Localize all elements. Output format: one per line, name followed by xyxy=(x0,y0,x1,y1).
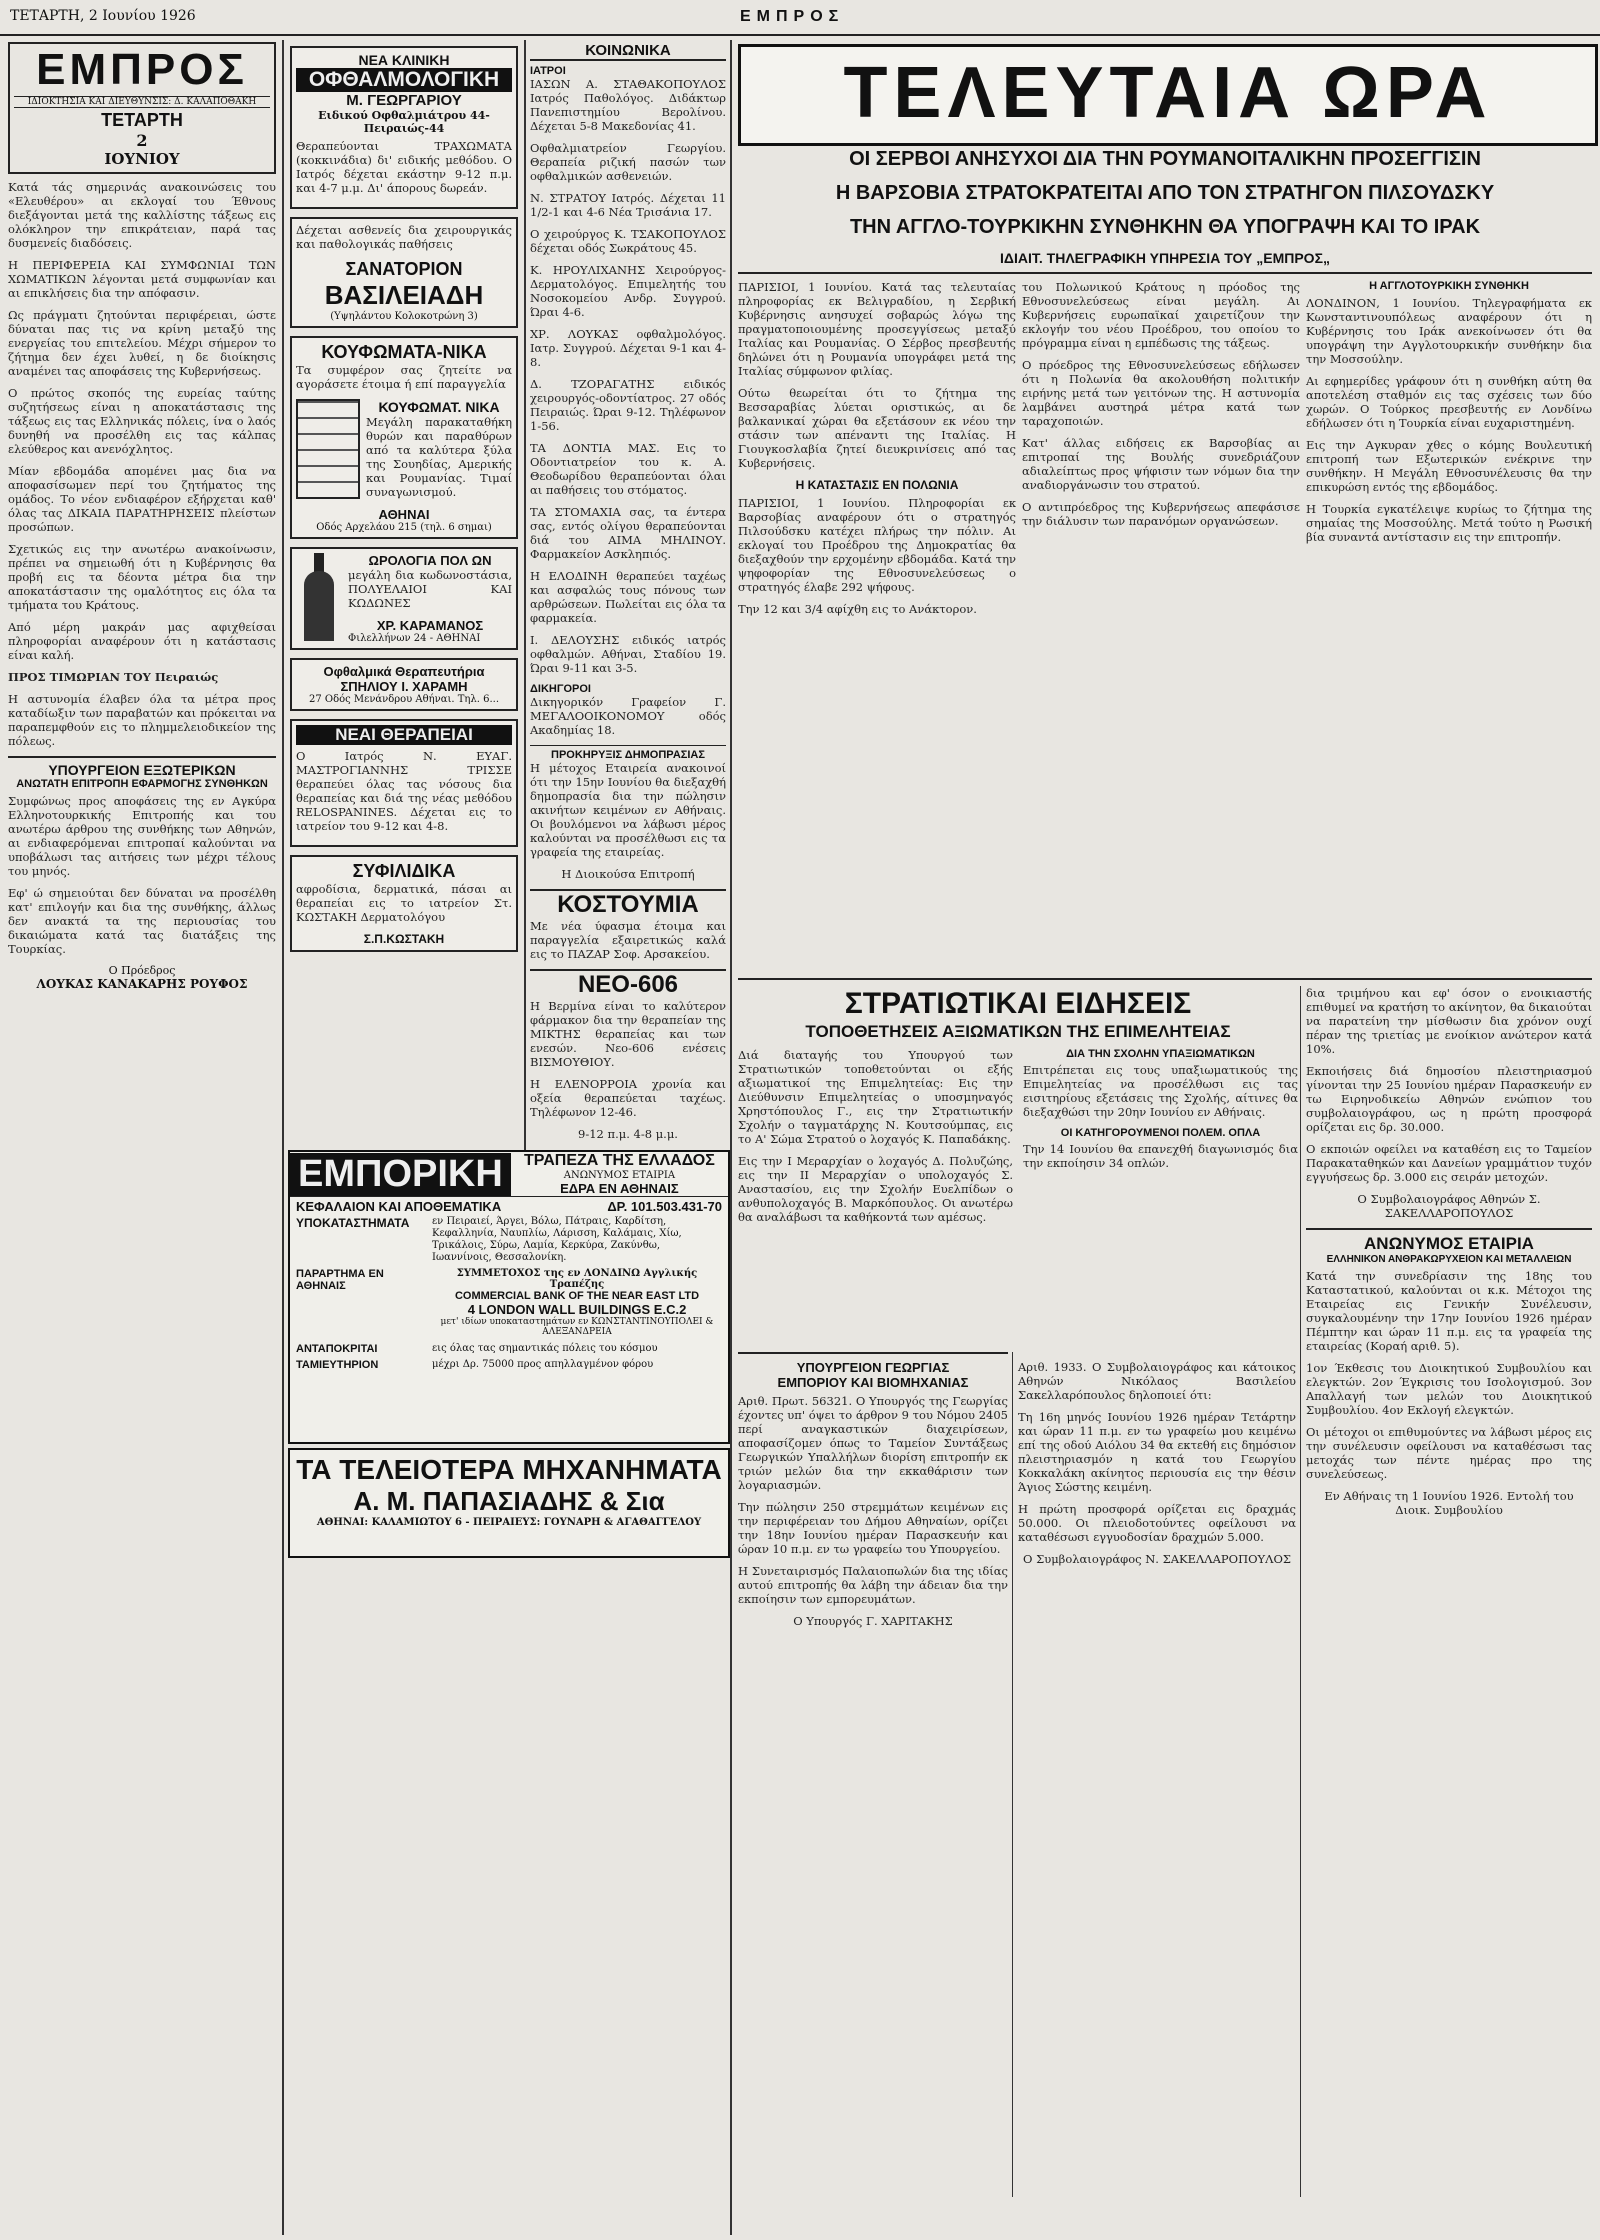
header-paper-name: ΕΜΠΡΟΣ xyxy=(740,8,845,25)
section-rule xyxy=(738,1352,1008,1354)
telegraph-service: ΙΔΙΑΙΤ. ΤΗΛΕΓΡΑΦΙΚΗ ΥΠΗΡΕΣΙΑ ΤΟΥ „ΕΜΠΡΟΣ„ xyxy=(1000,250,1330,266)
bank-ad-london-address: 4 LONDON WALL BUILDINGS E.C.2 xyxy=(467,1302,687,1317)
column-divider xyxy=(282,40,284,2235)
bank-ad-savings-text: μέχρι Δρ. 75000 προς απηλλαγμένον φόρου xyxy=(432,1359,654,1370)
company-notice-subtitle: ΕΛΛΗΝΙΚΟΝ ΑΝΘΡΑΚΩΡΥΧΕΙΟΝ ΚΑΙ ΜΕΤΑΛΛΕΙΩΝ xyxy=(1326,1254,1572,1265)
office-hours: 9-12 π.μ. 4-8 μ.μ. xyxy=(578,1127,678,1141)
bank-ad-correspondents: ΑΝΤΑΠΟΚΡΙΤΑΙ xyxy=(296,1343,378,1355)
bank-ad-seat: ΕΔΡΑ ΕΝ ΑΘΗΝΑΙΣ xyxy=(560,1181,679,1196)
military-news-title: ΣΤΡΑΤΙΩΤΙΚΑΙ ΕΙΔΗΣΕΙΣ xyxy=(844,987,1192,1020)
sanatorium-ad-intro: Δέχεται ασθενείς δια χειρουργικάς και παθολογικάς παθήσεις xyxy=(296,223,512,251)
bank-ad-fullname: ΤΡΑΠΕΖΑ ΤΗΣ ΕΛΛΑΔΟΣ xyxy=(523,1152,715,1169)
sanatorium-ad-title: ΣΑΝΑΤΟΡΙΟΝ xyxy=(345,259,463,279)
therapy-ad-text: Ο Ιατρός Ν. ΕΥΑΓ. ΜΑΣΤΡΟΓΙΑΝΝΗΣ ΤΡΙΣΣΕ θεραπεύει όλας τας νόσους δια θεραπείας και διά της νέας μεθόδου RELOSPANINES. Δέχεται εις το ιατρείον του 9-12 και 4-8. xyxy=(296,749,512,833)
article-paragraph: Από μέρη μακράν μας αφιχθείσαι πληροφορίαι αναφέρουν ότι η κατάστασις είναι καλή. xyxy=(8,620,276,662)
article-paragraph: Σχετικώς εις την ανωτέρω ανακοίνωσιν, πρέπει να σημειωθή ότι η Κυβέρνησις θα προβή εις τα δέοντα μέτρα δια την αποκατάστασιν της ομαλότητος εις όλα τα τμήματα του Κράτους. xyxy=(8,542,276,612)
bank-ad-capital: ΔΡ. 101.503.431-70 xyxy=(607,1199,722,1214)
column-3 xyxy=(530,42,726,1141)
window-frames-ad-address: Οδός Αρχελάου 215 (τηλ. 6 σημαι) xyxy=(316,522,492,533)
article-paragraph: Η αστυνομία έλαβεν όλα τα μέτρα προς καταδίωξιν των παραβατών και πρόκειται να παραπεμφθούν εις το πλημμελειοδικείον της πόλεως. xyxy=(8,692,276,748)
therapy-ad-title: ΝΕΑΙ ΘΕΡΑΠΕΙΑΙ xyxy=(296,725,512,745)
notice-paragraph: Δικηγορικόν Γραφείον Γ. ΜΕΓΑΛΟΟΙΚΟΝΟΜΟΥ οδός Ακαδημίας 18. xyxy=(530,695,726,737)
masthead-month: ΙΟΥΝΙΟΥ xyxy=(104,150,180,168)
column-1 xyxy=(8,42,276,2232)
section-rule xyxy=(738,978,1592,980)
notice-paragraph: Αριθ. 1933. Ο Συμβολαιογράφος και κάτοικος Αθηνών Νικόλαος Βασιλείου Σακελλαρόπουλος δηλοποιεί ότι: xyxy=(1018,1360,1296,1402)
window-frames-ad-title: ΚΟΥΦΩΜΑΤΑ-ΝΙΚΑ xyxy=(321,342,487,362)
neo606-ad-text: Η Βερμίνα είναι το καλύτερον φάρμακον δια την θεραπείαν της ΜΙΚΤΗΣ θεραπείας και των ενεσών. Νεο-606 ενέσεις ΒΙΣΜΟΥΘΙΟΥ. xyxy=(530,999,726,1069)
eye-clinic-ad-address: 27 Οδός Μενάνδρου Αθήναι. Τηλ. 6... xyxy=(308,694,500,705)
news-paragraph: ΠΑΡΙΣΙΟΙ, 1 Ιουνίου. Κατά τας τελευταίας πληροφορίας εκ Βελιγραδίου, η Σερβική Κυβέρνησις ανησυχεί σοβαρώς λόγω της πραγματοποιουμένης προσεγγίσεως μεταξύ Ιταλίας και Ρουμανίας. Ο Σέρβος πρεσβευτής δηλώνει ότι η Ρουμανία υπογράφει μετά της Ιταλίας σύμφωνον φιλίας. xyxy=(738,280,1016,378)
notice-paragraph: ΧΡ. ΛΟΥΚΑΣ οφθαλμολόγος. Ιατρ. Συγγρού. Δέχεται 9-1 και 4-8. xyxy=(530,327,726,369)
notice-signer-names: ΛΟΥΚΑΣ ΚΑΝΑΚΑΡΗΣ ΡΟΥΦΟΣ xyxy=(36,977,248,991)
eye-clinic-ad xyxy=(290,658,518,711)
auction-heading: ΠΡΟΚΗΡΥΞΙΣ ΔΗΜΟΠΡΑΣΙΑΣ xyxy=(530,745,726,761)
notice-paragraph: Κ. ΗΡΟΥΛΙΧΑΝΗΣ Χειρούργος-Δερματολόγος. Επιμελητής του Νοσοκομείου Ανδρ. Συγγρού. Ώραι 4-6. xyxy=(530,263,726,319)
ministry-subtitle: ΑΝΩΤΑΤΗ ΕΠΙΤΡΟΠΗ ΕΦΑΡΜΟΓΗΣ ΣΥΝΘΗΚΩΝ xyxy=(16,778,268,790)
masthead-title: ΕΜΠΡΟΣ xyxy=(36,45,248,94)
article-paragraph: Ως πράγματι ζητούνται περιφέρειαι, ώστε δύναται πας τις να κρίνη μεταξύ της ενεργείας του επιτελείου. Μέχρι σήμερον το ζήτημα δεν έχει λυθεί, η δε διοίκησις αναμένει τας αποφάσεις της Κυβερνήσεως. xyxy=(8,308,276,378)
notice-paragraph: Οφθαλμιατρείον Γεωργίου. Θεραπεία ριζική πασών των οφθαλμικών ασθενειών. xyxy=(530,141,726,183)
notice-paragraph: δια τριμήνου και εφ' όσον ο ενοικιαστής επιθυμεί να κρατήση το ακίνητον, θα δικαιούται να παρατείνη την μίσθωσιν δια χρόνον ουχί πέραν της τριετίας με ενοίκιον ανώτερον κατά 10%. xyxy=(1306,986,1592,1056)
window-icon xyxy=(296,399,360,499)
article-paragraph: Η ΠΕΡΙΦΕΡΕΙΑ ΚΑΙ ΣΥΜΦΩΝΙΑΙ ΤΩΝ ΧΩΜΑΤΙΚΩΝ λέγονται μετά συμφωνίαν και αι επικλήσεις δια την απόφασιν. xyxy=(8,258,276,300)
sanatorium-ad-address: (Υψηλάντου Κολοκοτρώνη 3) xyxy=(330,311,478,322)
news-paragraph: Την 14 Ιουνίου θα επανεχθή διαγωνισμός δια την εκποίησιν 34 οπλών. xyxy=(1023,1142,1298,1170)
bank-ad-capital-label: ΚΕΦΑΛΑΙΟΝ ΚΑΙ ΑΠΟΘΕΜΑΤΙΚΑ xyxy=(296,1199,502,1214)
clinic-ad xyxy=(290,46,518,209)
news-paragraph: Ο αντιπρόεδρος της Κυβερνήσεως απεφάσισε την διάλυσιν των παρανόμων οργανώσεων. xyxy=(1022,500,1300,528)
bank-ad-type: ΑΝΩΝΥΜΟΣ ΕΤΑΙΡΙΑ xyxy=(563,1170,676,1181)
news-subhead: ΔΙΑ ΤΗΝ ΣΧΟΛΗΝ ΥΠΑΞΙΩΜΑΤΙΚΩΝ xyxy=(1066,1048,1255,1060)
notice-paragraph: Δ. ΤΖΟΡΑΓΑΤΗΣ ειδικός χειρουργός-οδοντίατρος. 27 οδός Πειραιώς. Ώραι 9-12. Τηλέφωνον 1-56. xyxy=(530,377,726,433)
news-subhead: Η ΚΑΤΑΣΤΑΣΙΣ ΕΝ ΠΟΛΩΝΙΑ xyxy=(795,478,959,492)
news-paragraph: Ο πρόεδρος της Εθνοσυνελεύσεως εδήλωσεν ότι η Πολωνία θα ακολουθήση πολιτικήν ειρήνης μετά των γειτόνων της. Η αστυνομία λαμβάνει αυστηρά μέτρα κατά των ταραχοποιών. xyxy=(1022,358,1300,428)
column-divider xyxy=(1012,1352,1013,2197)
notice-agenda: 1ον Έκθεσις του Διοικητικού Συμβουλίου και ελεγκτών. 2ον Έγκρισις του Ισολογισμού. 3ον Απαλλαγή των μελών του Διοικητικού Συμβουλίου. 4ον Εκλογή ελεγκτών. xyxy=(1306,1361,1592,1417)
news-paragraph: Εις την Αγκυραν χθες ο κόμης Βουλευτική επιτροπή των Εξωτερικών ενέκρινε την συνθήκην. Η Μεγάλη Εθνοσυνέλευσις θα την επικυρώση εντός της εβδομάδος. xyxy=(1306,438,1592,494)
article-paragraph: Ο πρώτος σκοπός της ευρείας ταύτης συζητήσεως είναι η αποκατάστασις της τάξεως εις τας Ελληνικάς πόλεις, ίνα ο λαός δυνηθή να προσέλθη εις τας κάλπας ελεύθερος και ανενόχλητος. xyxy=(8,386,276,456)
news-column-left xyxy=(738,280,1016,970)
window-frames-ad-city: ΑΘΗΝΑΙ xyxy=(378,507,430,522)
right-column-notices xyxy=(1306,986,1592,2196)
notice-signer: Εν Αθήναις τη 1 Ιουνίου 1926. Εντολή του Διοικ. Συμβουλίου xyxy=(1324,1489,1574,1517)
window-frames-ad-text: Τα συμφέρον σας ζητείτε να αγοράσετε έτοιμα ή επί παραγγελία xyxy=(296,363,512,391)
ministry-title: ΥΠΟΥΡΓΕΙΟΝ ΓΕΩΡΓΙΑΣ xyxy=(796,1360,950,1375)
costume-ad-title: ΚΟΣΤΟΥΜΙΑ xyxy=(530,889,726,919)
neo606-ad-title: ΝΕΟ-606 xyxy=(530,969,726,999)
masthead-day: ΤΕΤΑΡΤΗ xyxy=(101,110,183,130)
notice-paragraph: Οι μέτοχοι οι επιθυμούντες να λάβωσι μέρος εις την συνέλευσιν οφείλουσι να καταθέσωσι τας μετοχάς των πέντε ημέρας προ της συνελεύσεως. xyxy=(1306,1425,1592,1481)
notice-paragraph: ΤΑ ΔΟΝΤΙΑ ΜΑΣ. Εις το Οδοντιατρείον του κ. Α. Θεοδωρίδου θεραπεύονται όλαι αι παθήσεις του στόματος. xyxy=(530,441,726,497)
notice-paragraph: Ο χειρούργος Κ. ΤΣΑΚΟΠΟΥΛΟΣ δέχεται οδός Σωκράτους 45. xyxy=(530,227,726,255)
news-paragraph: του Πολωνικού Κράτους η πρόοδος της Εθνοσυνελεύσεως είναι μεγάλη. Αι Κυβερνήσεις ευρωπαϊκαί χαιρετίζουν την εκλογήν του νέου Προέδρου, του οποίου το πρόγραμμα είναι η εμπέδωσις της τάξεως. xyxy=(1022,280,1300,350)
headline-serbia: ΟΙ ΣΕΡΒΟΙ ΑΝΗΣΥΧΟΙ ΔΙΑ ΤΗΝ ΡΟΥΜΑΝΟΙΤΑΛΙΚΗΝ ΠΡΟΣΕΓΓΙΣΙΝ xyxy=(849,148,1481,170)
news-paragraph: ΠΑΡΙΣΙΟΙ, 1 Ιουνίου. Πληροφορίαι εκ Βαρσοβίας αναφέρουν ότι ο στρατηγός Πιλσούδσκυ κατέχει πλήρως την πόλιν. Αι εκλογαί του Προέδρου της Δημοκρατίας θα διεξαχθούν την ερχομένην εβδομάδα. Κατά την ψηφοφορίαν της Εθνοσυνελεύσεως ο στρατηγός έλαβε 292 ψήφους. xyxy=(738,496,1016,594)
column-2 xyxy=(288,42,520,1162)
machines-ad xyxy=(288,1448,730,1558)
syphilis-ad-title: ΣΥΦΙΛΙΔΙΚΑ xyxy=(352,861,456,881)
notice-paragraph: Ι. ΔΕΛΟΥΣΗΣ ειδικός ιατρός οφθαλμών. Αθήναι, Σταδίου 19. Ώραι 9-11 και 3-5. xyxy=(530,633,726,675)
syphilis-ad-name: Σ.Π.ΚΩΣΤΑΚΗ xyxy=(363,932,445,946)
article-subhead: ΠΡΟΣ ΤΙΜΩΡΙΑΝ ΤΟΥ Πειραιώς xyxy=(8,670,219,684)
column-divider xyxy=(524,40,526,1180)
last-hour-title: ΤΕΛΕΥΤΑΙΑ ΩΡΑ xyxy=(843,53,1493,133)
bank-ad-athens-branch: ΠΑΡΑΡΤΗΜΑ ΕΝ ΑΘΗΝΑΙΣ xyxy=(296,1268,384,1292)
clinic-ad-address: Ειδικού Οφθαλμιάτρου 44-Πειραιώς-44 xyxy=(318,109,490,135)
lawyers-heading: ΔΙΚΗΓΟΡΟΙ xyxy=(530,683,591,695)
clinic-ad-name: ΟΦΘΑΛΜΟΛΟΓΙΚΗ xyxy=(296,68,512,92)
masthead-date: 2 xyxy=(136,131,148,150)
clocks-ad-address: Φιλελλήνων 24 - ΑΘΗΝΑΙ xyxy=(348,633,481,644)
news-paragraph: Εις την Ι Μεραρχίαν ο λοχαγός Δ. Πολυζώης, εις την ΙΙ Μεραρχίαν ο υπολοχαγός Σ. Αναστασίου, εις την Σχολήν Ευελπίδων ο ανθυπολοχαγός Β. Μαρκόπουλος. Οι ανωτέρω θα αναλάβωσι τα καθήκοντά των αμέσως. xyxy=(738,1154,1013,1224)
company-notice-title: ΑΝΩΝΥΜΟΣ ΕΤΑΙΡΙΑ xyxy=(1364,1234,1534,1253)
notice-paragraph: Η Συνεταιρισμός Παλαιοπωλών δια της ιδίας αυτού επιτροπής θα λάβη την άδειαν δια την εκποίησιν των εμπορευμάτων. xyxy=(738,1564,1008,1606)
notice-paragraph: Αριθ. Πρωτ. 56321. Ο Υπουργός της Γεωργίας έχοντες υπ' όψει το άρθρον 9 του Νόμου 2405 περί αναγκαστικών διαχειρίσεων, αποφασίζομεν όπως το Ταμείον Συντάξεως Γεωργικών Υπαλλήλων διορίση επιτροπήν εκ τριών μελών δια την εκκαθάρισιν των λογαριασμών. xyxy=(738,1394,1008,1492)
notice-paragraph: Εκποιήσεις διά δημοσίου πλειστηριασμού γίνονται την 25 Ιουνίου ημέραν Παρασκευήν εν τω Ειρηνοδικείω Αθηνών ενώπιον του συμβολαιογράφου, ως η πρώτη προσφορά ορίζεται εις δρ. 30.000. xyxy=(1306,1064,1592,1134)
company-notice xyxy=(1306,1228,1592,1517)
notice-paragraph: Τη 16η μηνός Ιουνίου 1926 ημέραν Τετάρτην και ώραν 11 π.μ. εν τω γραφείω μου κειμένω επί της οδού Αιόλου 34 θα εκτεθή εις δημόσιον πλειστηριασμόν η κατά του Γεωργίου Κοκκαλάκη ακίνητος περιουσία εις την θέσιν Άγιος Σώστης κειμένη. xyxy=(1018,1410,1296,1494)
bank-ad-correspondents-text: εις όλας τας σημαντικάς πόλεις του κόσμου xyxy=(432,1343,658,1354)
military-news-subtitle: ΤΟΠΟΘΕΤΗΣΕΙΣ ΑΞΙΩΜΑΤΙΚΩΝ ΤΗΣ ΕΠΙΜΕΛΗΤΕΙΑΣ xyxy=(805,1022,1231,1041)
bank-ad-partner: ΣΥΜΜΕΤΟΧΟΣ της εν ΛΟΝΔΙΝΩ Αγγλικής Τραπέζης xyxy=(456,1268,698,1290)
window-frames-ad-brand: ΚΟΥΦΩΜΑΤ. ΝΙΚΑ xyxy=(378,399,500,415)
syphilis-ad xyxy=(290,855,518,952)
section-rule xyxy=(738,272,1592,274)
news-column-middle xyxy=(1022,280,1300,970)
ministry-subtitle: ΕΜΠΟΡΙΟΥ ΚΑΙ ΒΙΟΜΗΧΑΝΙΑΣ xyxy=(777,1375,969,1390)
bank-ad-london-branches: μετ' ιδίων υποκαταστημάτων εν ΚΩΝΣΤΑΝΤΙΝΟΥΠΟΛΕΙ & ΑΛΕΞΑΝΔΡΕΙΑ xyxy=(440,1317,714,1337)
clocks-ad-title: ΩΡΟΛΟΓΙΑ ΠΟΛ ΩΝ xyxy=(368,553,492,568)
clinic-ad-doctor: Μ. ΓΕΩΡΓΑΡΙΟΥ xyxy=(346,92,462,109)
bank-ad-branches: εν Πειραιεί, Άργει, Βόλω, Πάτραις, Καρδίτση, Κεφαλληνία, Ναυπλίω, Λάρισση, Καλάμαις, Χίω, Τρικάλοις, Σύρω, Λαμία, Κερκύρα, Ζακύνθω, Ιωαννίνοις, Θεσσαλονίκη. xyxy=(432,1216,682,1263)
news-paragraph: Η Τουρκία εγκατέλειψε κυρίως το ζήτημα της σημαίας της Μοσσούλης. Μετά τούτο η Ρωσική βία συναντά αντίστασιν εις την επιτροπήν. xyxy=(1306,502,1592,544)
doctors-heading: ΙΑΤΡΟΙ xyxy=(530,65,566,77)
machines-ad-name: Α. Μ. ΠΑΠΑΣΙΑΔΗΣ & Σια xyxy=(353,1486,665,1516)
news-subhead: ΟΙ ΚΑΤΗΓΟΡΟΥΜΕΝΟΙ ΠΟΛΕΜ. ΟΠΛΑ xyxy=(1060,1127,1261,1139)
notice-signer: Ο Πρόεδρος xyxy=(108,964,176,977)
ministry-notice xyxy=(8,756,276,991)
headline-warsaw: Η ΒΑΡΣΟΒΙΑ ΣΤΡΑΤΟΚΡΑΤΕΙΤΑΙ ΑΠΟ ΤΟΝ ΣΤΡΑΤΗΓΟΝ ΠΙΛΣΟΥΔΣΚΥ xyxy=(835,182,1495,204)
sanatorium-ad xyxy=(290,217,518,328)
news-paragraph: Ούτω θεωρείται ότι το ζήτημα της Βεσσαραβίας λύεται οριστικώς, αι δε βαλκανικαί χώραι θα εξετάσουν εκ νέου την στάσιν των απέναντι της Ιταλίας. Η Γιουγκοσλαβία ζητεί διευκρινίσεις από τας Κυβερνήσεις. xyxy=(738,386,1016,470)
military-news xyxy=(738,986,1298,1346)
syphilis-ad-text: αφροδίσια, δερματικά, πάσαι αι θεραπείαι εις το ιατρείον Στ. ΚΩΣΤΑΚΗ Δερματολόγου xyxy=(296,882,512,924)
column-divider xyxy=(730,40,732,2235)
notice-signer: Ο Συμβολαιογράφος Ν. ΣΑΚΕΛΛΑΡΟΠΟΥΛΟΣ xyxy=(1023,1552,1291,1566)
column-divider xyxy=(1300,986,1301,2197)
notice-paragraph: Η ΕΛΕΝΟΡΡΟΙΑ χρονία και οξεία θεραπεύεται ταχέως. Τηλέφωνον 12-46. xyxy=(530,1077,726,1119)
masthead-subtitle: ΙΔΙΟΚΤΗΣΙΑ ΚΑΙ ΔΙΕΥΘΥΝΣΙΣ: Δ. ΚΑΛΑΠΟΘΑΚΗ xyxy=(14,96,270,108)
notice-paragraph: Κατά την συνεδρίασιν της 18ης του Καταστατικού, καλούνται οι κ.κ. Μέτοχοι της Εταιρείας εις Γενικήν Συνέλευσιν, συγκαλουμένην την 17ην Ιουνίου 1926 ημέραν Πέμπτην και ώραν 11 π.μ. εις τα γραφεία της εταιρείας (Κοραή αριθ. 5). xyxy=(1306,1269,1592,1353)
notice-signer: Η Διοικούσα Επιτροπή xyxy=(561,867,695,881)
therapy-ad xyxy=(290,719,518,847)
machines-ad-address: ΑΘΗΝΑΙ: ΚΑΛΑΜΙΩΤΟΥ 6 - ΠΕΙΡΑΙΕΥΣ: ΓΟΥΝΑΡΗ & ΑΓΑΘΑΓΓΕΛΟΥ xyxy=(316,1517,702,1528)
eye-clinic-ad-text: Οφθαλμικά Θεραπευτήρια ΣΠΗΛΙΟΥ Ι. ΧΑΡΑΜΗ xyxy=(323,664,485,694)
bank-ad-london-name: COMMERCIAL BANK OF THE NEAR EAST LTD xyxy=(454,1290,700,1302)
church-bell-icon xyxy=(296,553,342,643)
news-paragraph: Διά διαταγής του Υπουργού των Στρατιωτικών τοποθετούνται οι εξής αξιωματικοί της Επιμελητείας: Εις την Διεύθυνσιν Επιμελητείας ο υποσμηναγός Χρηστόπουλος Γ., εις την Στρατιωτικήν Σχολήν ο ταγματάρχης Ν. Κουτσούμπας, εις το Α' Σώμα Στρατού ο λοχαγός Κ. Παπαδάκης. xyxy=(738,1048,1013,1146)
header-date: ΤΕΤΑΡΤΗ, 2 Ιουνίου 1926 xyxy=(10,8,196,24)
news-paragraph: ΛΟΝΔΙΝΟΝ, 1 Ιουνίου. Τηλεγραφήματα εκ Κωνσταντινουπόλεως αναφέρουν ότι η Κυβέρνησις του Ιράκ ανεκοίνωσεν ότι θα υπογράψη την Αγγλοτουρκικήν συνθήκην δια την Μοσσούλην. xyxy=(1306,296,1592,366)
notice-signer: Ο Συμβολαιογράφος Αθηνών Σ. ΣΑΚΕΛΛΑΡΟΠΟΥΛΟΣ xyxy=(1357,1192,1541,1220)
notice-paragraph: Η μέτοχος Εταιρεία ανακοινοί ότι την 15ην Ιουνίου θα διεξαχθή δημοπρασία δια την πώλησιν ακινήτων κειμένων εν Αθήναις. Οι βουλόμενοι να λάβωσι μέρος καλούνται να προσέλθωσι εις τα γραφεία της εταιρείας. xyxy=(530,761,726,859)
notice-paragraph: Ν. ΣΤΡΑΤΟΥ Ιατρός. Δέχεται 11 1/2-1 και 4-6 Νέα Τρισάνια 17. xyxy=(530,191,726,219)
machines-ad-title: ΤΑ ΤΕΛΕΙΟΤΕΡΑ ΜΗΧΑΝΗΜΑΤΑ xyxy=(296,1454,722,1485)
notice-paragraph: Η ΕΛΟΔΙΝΗ θεραπεύει ταχέως και ασφαλώς τους πόνους των αρθρώσεων. Πωλείται εις όλα τα φαρμακεία. xyxy=(530,569,726,625)
news-paragraph: Αι εφημερίδες γράφουν ότι η συνθήκη αύτη θα αποτελέση σταθμόν εις τας σχέσεις των δύο χωρών. Ο Τούρκος πρεσβευτής εν Λονδίνω εδήλωσεν ότι η Τουρκία είναι ευχαριστημένη. xyxy=(1306,374,1592,430)
clocks-ad-name: ΧΡ. ΚΑΡΑΜΑΝΟΣ xyxy=(376,618,484,633)
bank-ad xyxy=(288,1150,730,1444)
notice-paragraph: Συμφώνως προς αποφάσεις της εν Αγκύρα Ελληνοτουρκικής Επιτροπής και του ανωτέρω άρθρου της συνθήκης των Αθηνών, αι ενδιαφερόμεναι επιτροπαί καλούνται να υποβάλωσι τας αιτήσεις των μέχρι τέλους του μηνός. xyxy=(8,794,276,878)
news-paragraph: Κατ' άλλας ειδήσεις εκ Βαρσοβίας αι επιτροπαί της Βουλής συνεδριάζουν αδιαλείπτως προς ψήφισιν των νόμων δια την αναδιοργάνωσιν του στρατού. xyxy=(1022,436,1300,492)
bank-ad-savings: ΤΑΜΙΕΥΤΗΡΙΟΝ xyxy=(296,1359,379,1371)
ministry-title: ΥΠΟΥΡΓΕΙΟΝ ΕΞΩΤΕΡΙΚΩΝ xyxy=(48,762,236,778)
clocks-ad-text: μεγάλη δια κωδωνοστάσια, ΠΟΛΥΕΛΑΙΟΙ ΚΑΙ ΚΩΔΩΝΕΣ xyxy=(348,568,512,610)
notice-paragraph: Ο εκποιών οφείλει να καταθέση εις το Ταμείον Παρακαταθηκών και Δανείων γραμμάτιον τυχόν εγγυήσεως δρ. 3.000 εις σειράν μετοχών. xyxy=(1306,1142,1592,1184)
clinic-ad-text: Θεραπεύονται ΤΡΑΧΩΜΑΤΑ (κοκκινάδια) δι' ειδικής μεθόδου. Ο Ιατρός δέχεται εκάστην 9-12 π.μ. και 4-7 μ.μ. Δι' άπορους δωρεάν. xyxy=(296,139,512,195)
article-paragraph: Κατά τάς σημερινάς ανακοινώσεις του «Ελευθέρου» αι εκλογαί του Έθνους διεξάγονται μετά της καλλίστης τάξεως εις ολόκληρον την επικράτειαν, παρά τας δυσμενείς διαδόσεις. xyxy=(8,180,276,250)
last-hour-banner xyxy=(738,44,1598,146)
masthead xyxy=(8,42,276,174)
agriculture-ministry-notice xyxy=(738,1360,1008,2200)
notice-paragraph: ΤΑ ΣΤΟΜΑΧΙΑ σας, τα έντερα σας, εντός ολίγου θεραπεύονται διά του ΑΙΜΑ ΜΗΛΙΝΟΥ. Φαρμακείον Ασκληπιός. xyxy=(530,505,726,561)
notary-notice xyxy=(1018,1360,1296,2200)
sanatorium-ad-name: ΒΑΣΙΛΕΙΑΔΗ xyxy=(324,280,484,310)
clocks-ad xyxy=(290,547,518,650)
bank-ad-name: ΕΜΠΟΡΙΚΗ xyxy=(290,1153,511,1196)
window-frames-ad-details: Μεγάλη παρακαταθήκη θυρών και παραθύρων από τα καλύτερα ξύλα της Σουηδίας, Αμερικής και Ρουμανίας. Τιμαί συναγωνισμού. xyxy=(366,415,512,499)
news-column-right xyxy=(1306,280,1592,970)
notice-signer: Ο Υπουργός Γ. ΧΑΡΙΤΑΚΗΣ xyxy=(793,1614,953,1628)
notice-paragraph: Η πρώτη προσφορά ορίζεται εις δραχμάς 50.000. Οι πλειοδοτούντες οφείλουσι να καταθέσωσι εγγυοδοσίαν δραχμών 5.000. xyxy=(1018,1502,1296,1544)
bank-ad-branches-label: ΥΠΟΚΑΤΑΣΤΗΜΑΤΑ xyxy=(296,1216,410,1230)
article-paragraph: Μίαν εβδομάδα απομένει μας δια να αποφασίσωμεν περί του ζητήματος της ομάδος. Το νέον ενδιαφέρον εξήρχεται καθ' όλας τας ΔΙΚΑΙΑ ΠΑΡΑΤΗΡΗΣΕΙΣ πλείστων προσώπων. xyxy=(8,464,276,534)
news-paragraph: Επιτρέπεται εις τους υπαξιωματικούς της Επιμελητείας να προσέλθωσι εις τας εισιτηρίους εξετάσεις της Σχολής, αίτινες θα διεξαχθώσι την 20ην Ιουνίου εν Αθήναις. xyxy=(1023,1063,1298,1119)
page-header xyxy=(0,0,1600,36)
news-paragraph: Την 12 και 3/4 αφίχθη εις το Ανάκτορον. xyxy=(738,602,977,616)
window-frames-ad xyxy=(290,336,518,539)
notice-paragraph: Την πώλησιν 250 στρεμμάτων κειμένων εις την περιφέρειαν του Δήμου Αθηναίων, ορίζει την 18ην Ιουνίου ημέραν Παρασκευήν και ώραν 10 π.μ. εν τω γραφείω του Υπουργείου. xyxy=(738,1500,1008,1556)
notice-paragraph: ΙΑΣΩΝ Α. ΣΤΑΘΑΚΟΠΟΥΛΟΣ Ιατρός Παθολόγος. Διδάκτωρ Πανεπιστημίου Βερολίνου. Δέχεται 5-8 Μακεδονίας 41. xyxy=(530,77,726,133)
costume-ad-text: Με νέα ύφασμα έτοιμα και παραγγελία εξαιρετικώς καλά εις το ΠΑΖΑΡ Σοφ. Αρσακείου. xyxy=(530,919,726,961)
notice-paragraph: Εφ' ώ σημειούται δεν δύναται να προσέλθη κατ' επιλογήν και δια της συνθήκης, άλλως δεν ανακτά τα της περιουσίας του δικαιώματα κατά τας διατάξεις της Τουρκίας. xyxy=(8,886,276,956)
news-subhead: Η ΑΓΓΛΟΤΟΥΡΚΙΚΗ ΣΥΝΘΗΚΗ xyxy=(1369,280,1529,292)
section-title: ΚΟΙΝΩΝΙΚΑ xyxy=(530,42,726,61)
clinic-ad-heading: ΝΕΑ ΚΛΙΝΙΚΗ xyxy=(358,52,450,68)
headline-iraq: ΤΗΝ ΑΓΓΛΟ-ΤΟΥΡΚΙΚΗΝ ΣΥΝΘΗΚΗΝ ΘΑ ΥΠΟΓΡΑΨΗ ΚΑΙ ΤΟ ΙΡΑΚ xyxy=(849,216,1481,238)
